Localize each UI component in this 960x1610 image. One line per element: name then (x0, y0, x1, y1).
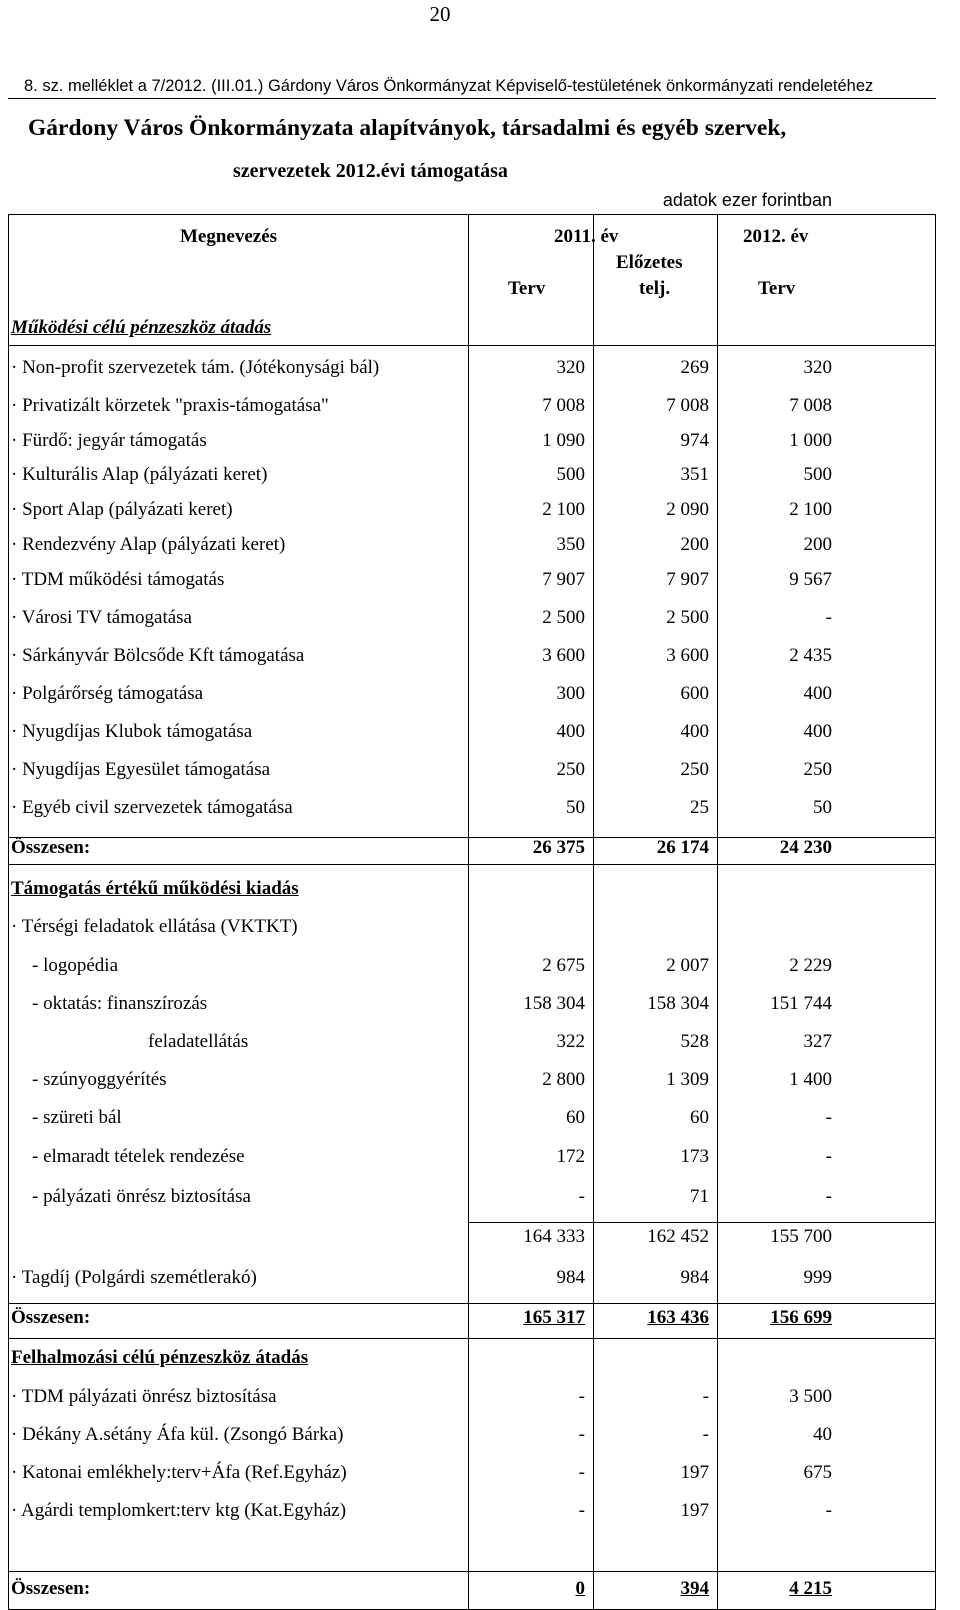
header-plan-2011: Terv (508, 278, 546, 299)
table-cell-prelim: 197 (680, 1462, 709, 1483)
table-row-label: · Fürdő: jegyár támogatás (11, 430, 207, 451)
unit-note: adatok ezer forintban (662, 190, 832, 210)
table-row-label: · Városi TV támogatása (11, 607, 192, 628)
table-cell-prelim: 2 500 (666, 607, 709, 628)
section1-title: Működési célú pénzeszköz átadás (11, 317, 272, 338)
section2-extra-plan2011: 984 (556, 1267, 585, 1288)
table-row-label: · TDM pályázati önrész biztosítása (11, 1386, 277, 1407)
section2-extra-plan2012: 999 (803, 1267, 832, 1288)
table-cell-prelim: 173 (680, 1146, 709, 1167)
table-cell-plan2012: 151 744 (770, 993, 832, 1014)
table-cell-prelim: 2 090 (666, 499, 709, 520)
table-cell-plan2012: 200 (803, 534, 832, 555)
table-cell-plan2011: 322 (556, 1031, 585, 1052)
table-row-label: · Dékány A.sétány Áfa kül. (Zsongó Bárka) (11, 1424, 344, 1445)
document-title-line-2: szervezetek 2012.évi támogatása (233, 160, 508, 182)
table-cell-plan2011: 500 (556, 464, 585, 485)
section3-title: Felhalmozási célú pénzeszköz átadás (11, 1347, 309, 1368)
table-cell-plan2012: 400 (803, 721, 832, 742)
table-cell-plan2012: - (825, 1107, 832, 1128)
table-cell-prelim: 351 (680, 464, 709, 485)
table-cell-plan2011: 300 (556, 683, 585, 704)
table-cell-plan2012: 40 (813, 1424, 832, 1445)
table-cell-plan2011: - (578, 1424, 585, 1445)
section1-total-label: Összesen: (11, 837, 91, 858)
table-cell-plan2011: 158 304 (523, 993, 585, 1014)
table-cell-prelim: 600 (680, 683, 709, 704)
table-cell-prelim: 200 (680, 534, 709, 555)
table-cell-plan2012: 320 (803, 357, 832, 378)
table-cell-plan2012: - (825, 607, 832, 628)
table-cell-plan2012: 50 (813, 797, 832, 818)
table-cell-plan2012: 675 (803, 1462, 832, 1483)
section2-total-plan2011: 165 317 (523, 1307, 585, 1328)
table-row-label: · TDM működési támogatás (11, 569, 225, 590)
section2-total-prelim: 163 436 (647, 1307, 709, 1328)
table-row-label: - szúnyoggyérítés (32, 1069, 167, 1090)
section2-group-label: · Térségi feladatok ellátása (VKTKT) (11, 916, 298, 937)
table-cell-plan2012: 400 (803, 683, 832, 704)
table-cell-plan2011: 350 (556, 534, 585, 555)
table-cell-prelim: 974 (680, 430, 709, 451)
table-row-label: - logopédia (32, 955, 119, 976)
table-row-label: · Kulturális Alap (pályázati keret) (11, 464, 268, 485)
table-cell-plan2011: 2 800 (542, 1069, 585, 1090)
table-cell-plan2011: 2 500 (542, 607, 585, 628)
table-cell-prelim: 158 304 (647, 993, 709, 1014)
section2-total-bottom-rule (8, 1338, 936, 1339)
table-row-label: · Egyéb civil szervezetek támogatása (11, 797, 293, 818)
table-cell-plan2011: 3 600 (542, 645, 585, 666)
section3-total-top-rule (8, 1571, 936, 1572)
page-number: 20 (429, 2, 451, 26)
table-row-label: · Nyugdíjas Egyesület támogatása (11, 759, 271, 780)
table-cell-prelim: 1 309 (666, 1069, 709, 1090)
header-prelim-line2: telj. (639, 278, 671, 299)
table-cell-plan2012: - (825, 1186, 832, 1207)
table-cell-plan2011: 172 (556, 1146, 585, 1167)
header-bottom-rule (8, 345, 936, 346)
section3-total-plan2012: 4 215 (789, 1578, 832, 1599)
table-cell-plan2011: 2 675 (542, 955, 585, 976)
table-row-label: · Rendezvény Alap (pályázati keret) (11, 534, 286, 555)
table-cell-prelim: 250 (680, 759, 709, 780)
table-cell-plan2011: 50 (566, 797, 585, 818)
table-cell-prelim: - (702, 1386, 709, 1407)
table-cell-plan2012: 327 (803, 1031, 832, 1052)
table-row-label: · Katonai emlékhely:terv+Áfa (Ref.Egyház) (11, 1462, 347, 1483)
table-cell-plan2011: 1 090 (542, 430, 585, 451)
section2-total-top-rule (8, 1303, 936, 1304)
section1-total-plan2011: 26 375 (532, 837, 585, 858)
table-cell-plan2011: 250 (556, 759, 585, 780)
subtotal-rule (468, 1222, 936, 1223)
budget-table (8, 214, 936, 1610)
table-cell-plan2012: 2 435 (789, 645, 832, 666)
table-cell-plan2012: 7 008 (789, 395, 832, 416)
document-title-line-1: Gárdony Város Önkormányzata alapítványok, társadalmi és egyéb szervek, (28, 115, 787, 141)
table-row-label: - pályázati önrész biztosítása (32, 1186, 251, 1207)
table-cell-prelim: 60 (690, 1107, 709, 1128)
section2-total-label: Összesen: (11, 1307, 91, 1328)
section1-total-bottom-rule (8, 864, 936, 865)
table-row-label: · Sárkányvár Bölcsőde Kft támogatása (11, 645, 305, 666)
table-cell-plan2012: - (825, 1500, 832, 1521)
table-cell-plan2011: - (578, 1186, 585, 1207)
table-cell-plan2012: 250 (803, 759, 832, 780)
table-cell-plan2012: 500 (803, 464, 832, 485)
table-cell-plan2012: 3 500 (789, 1386, 832, 1407)
header-plan-2012: Terv (758, 278, 796, 299)
table-cell-prelim: 25 (690, 797, 709, 818)
section2-subtotal-plan2011: 164 333 (523, 1226, 585, 1247)
section2-subtotal-prelim: 162 452 (647, 1226, 709, 1247)
table-cell-plan2011: - (578, 1386, 585, 1407)
table-row-label: · Agárdi templomkert:terv ktg (Kat.Egyház) (11, 1500, 347, 1521)
table-cell-plan2012: 1 000 (789, 430, 832, 451)
table-row-label: feladatellátás (148, 1031, 249, 1052)
table-cell-prelim: 528 (680, 1031, 709, 1052)
table-row-label: · Non-profit szervezetek tám. (Jótékonysági bál) (11, 357, 380, 378)
table-cell-plan2012: - (825, 1146, 832, 1167)
table-row-label: - szüreti bál (32, 1107, 122, 1128)
section2-total-plan2012: 156 699 (770, 1307, 832, 1328)
table-cell-plan2011: 7 008 (542, 395, 585, 416)
section3-total-prelim: 394 (680, 1578, 709, 1599)
annex-underline (8, 98, 936, 99)
table-row-label: - elmaradt tételek rendezése (32, 1146, 245, 1167)
table-row-label: · Privatizált körzetek "praxis-támogatása" (11, 395, 329, 416)
section1-total-plan2012: 24 230 (779, 837, 832, 858)
section2-extra-prelim: 984 (680, 1267, 709, 1288)
table-cell-plan2011: 60 (566, 1107, 585, 1128)
section2-subtotal-plan2012: 155 700 (770, 1226, 832, 1247)
header-year-2011: 2011. év (554, 226, 619, 247)
table-cell-prelim: 71 (690, 1186, 709, 1207)
table-cell-prelim: 7 008 (666, 395, 709, 416)
table-cell-plan2012: 2 229 (789, 955, 832, 976)
header-name: Megnevezés (180, 226, 278, 247)
table-cell-prelim: 269 (680, 357, 709, 378)
table-cell-plan2011: - (578, 1462, 585, 1483)
annex-reference: 8. sz. melléklet a 7/2012. (III.01.) Gárdony Város Önkormányzat Képviselő-testületének önkormányzati rendeletéhez (24, 77, 874, 95)
table-cell-prelim: - (702, 1424, 709, 1445)
table-cell-plan2011: - (578, 1500, 585, 1521)
table-cell-plan2011: 2 100 (542, 499, 585, 520)
table-cell-plan2012: 2 100 (789, 499, 832, 520)
table-row-label: · Polgárőrség támogatása (11, 683, 204, 704)
section1-total-prelim: 26 174 (656, 837, 709, 858)
table-row-label: · Nyugdíjas Klubok támogatása (11, 721, 253, 742)
table-row-label: - oktatás: finanszírozás (32, 993, 208, 1014)
table-cell-prelim: 7 907 (666, 569, 709, 590)
section3-total-label: Összesen: (11, 1578, 91, 1599)
section2-extra-label: · Tagdíj (Polgárdi szemétlerakó) (11, 1267, 257, 1288)
table-cell-prelim: 197 (680, 1500, 709, 1521)
table-cell-plan2011: 320 (556, 357, 585, 378)
table-cell-plan2011: 7 907 (542, 569, 585, 590)
table-cell-plan2011: 400 (556, 721, 585, 742)
table-cell-prelim: 3 600 (666, 645, 709, 666)
table-row-label: · Sport Alap (pályázati keret) (11, 499, 233, 520)
table-cell-plan2012: 1 400 (789, 1069, 832, 1090)
table-cell-plan2012: 9 567 (789, 569, 832, 590)
table-cell-prelim: 2 007 (666, 955, 709, 976)
header-year-2012: 2012. év (743, 226, 809, 247)
header-prelim-line1: Előzetes (616, 252, 683, 273)
section3-total-plan2011: 0 (575, 1578, 585, 1599)
section2-title: Támogatás értékű működési kiadás (11, 878, 299, 899)
table-cell-prelim: 400 (680, 721, 709, 742)
